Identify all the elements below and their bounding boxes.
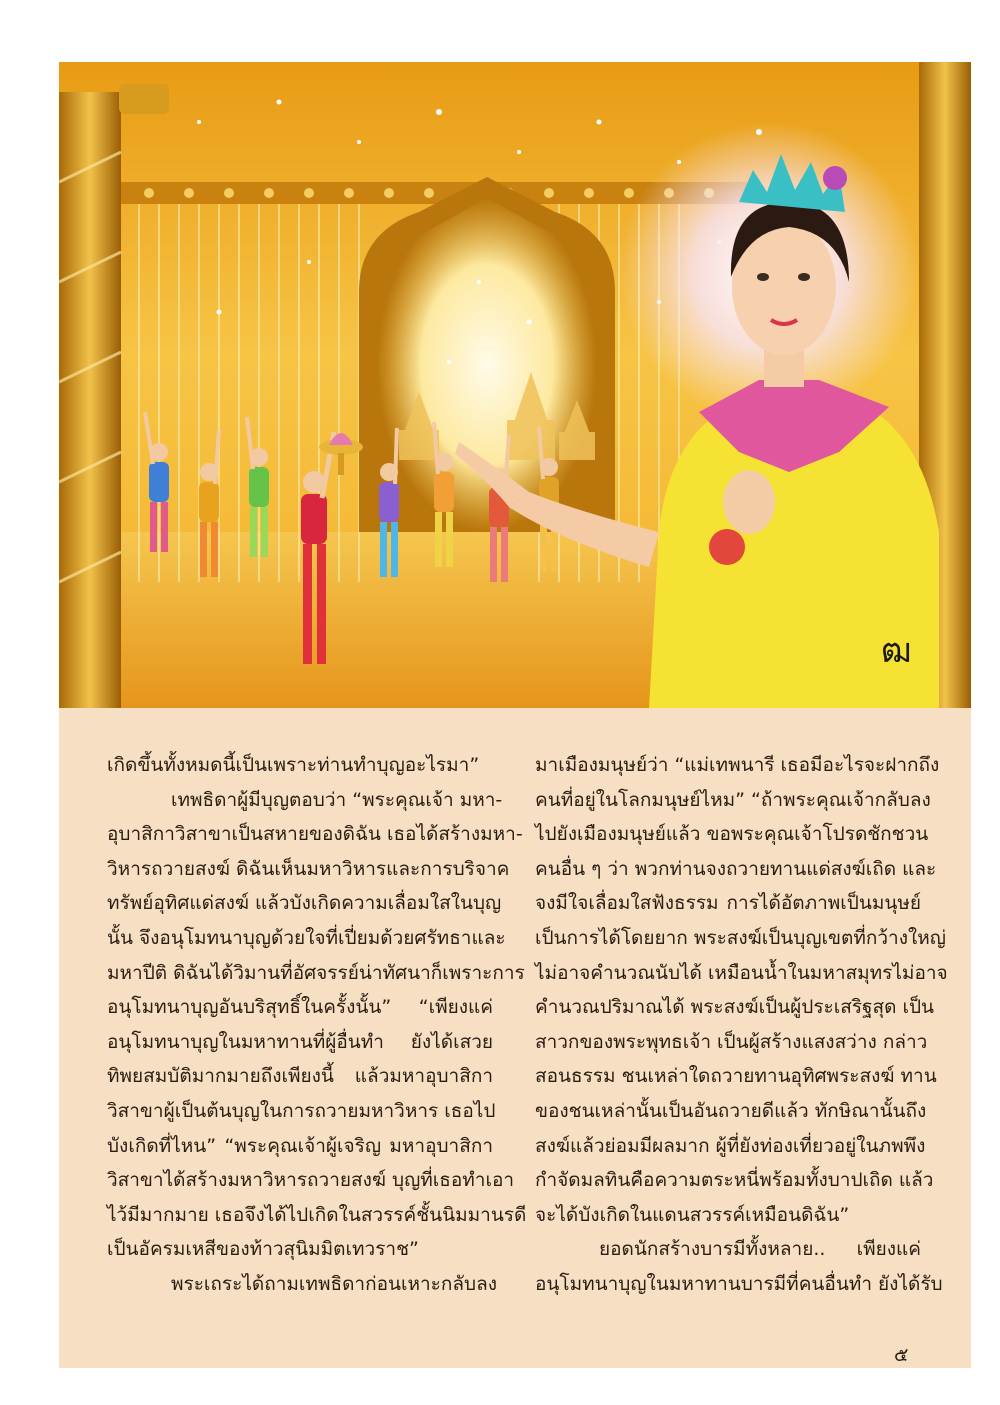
- beam-ornaments: [144, 188, 714, 198]
- text-line: ทรัพย์อุทิศแด่สงฆ์ แล้วบังเกิดความเลื่อมใสในบุญ: [107, 892, 502, 915]
- text-line: คำนวณปริมาณได้ พระสงฆ์เป็นผู้ประเสริฐสุด เป็น: [535, 996, 935, 1019]
- text-line: มหาปีติ ดิฉันได้วิมานที่อัศจรรย์น่าทัศนาก็เพราะการ: [107, 961, 525, 984]
- text-line: วิสาขาผู้เป็นต้นบุญในการถวายมหาวิหาร เธอไป: [107, 1099, 496, 1122]
- text-line: เทพธิดาผู้มีบุญตอบว่า “พระคุณเจ้า มหา-: [171, 788, 503, 811]
- text-line: จะได้บังเกิดในแดนสวรรค์เหมือนดิฉัน”: [535, 1203, 850, 1226]
- chest-hand: [723, 470, 775, 534]
- text-line: สงฆ์แล้วย่อมมีผลมาก ผู้ที่ยังท่องเที่ยวอยู่ในภพพึง: [535, 1134, 926, 1157]
- text-line: คนที่อยู่ในโลกมนุษย์ไหม” “ถ้าพระคุณเจ้ากลับลง: [535, 788, 931, 811]
- text-line: กำจัดมลทินคือความตระหนี่พร้อมทั้งบาปเถิด แล้ว: [535, 1169, 934, 1192]
- text-line: ยอดนักสร้างบารมีทั้งหลาย.. เพียงแค่: [599, 1238, 921, 1261]
- left-golden-pillar: [59, 92, 121, 708]
- text-line: เกิดขึ้นทั้งหมดนี้เป็นเพราะท่านทำบุญอะไรมา”: [107, 754, 480, 776]
- text-line: วิหารถวายสงฆ์ ดิฉันเห็นมหาวิหารและการบริจาค: [107, 857, 510, 880]
- text-line: อุบาสิกาวิสาขาเป็นสหายของดิฉัน เธอได้สร้างมหา-: [107, 823, 523, 846]
- text-line: พระเถระได้ถามเทพธิดาก่อนเหาะกลับลง: [171, 1272, 498, 1295]
- text-line: จงมีใจเลื่อมใสฟังธรรม การได้อัตภาพเป็นมนุษย์: [535, 892, 921, 915]
- artist-signature: ฒ: [881, 631, 912, 671]
- text-line: คนอื่น ๆ ว่า พวกท่านจงถวายทานแด่สงฆ์เถิด และ: [535, 857, 937, 880]
- text-line: เป็นการได้โดยยาก พระสงฆ์เป็นบุญเขตที่กว้างใหญ่: [535, 926, 946, 949]
- right-text-column: [535, 748, 948, 1302]
- text-line: มาเมืองมนุษย์ว่า “แม่เทพนารี เธอมีอะไรจะฝากถึง: [535, 754, 940, 776]
- text-line: อนุโมทนาบุญในมหาทานบารมีที่คนอื่นทำ ยังได้รับ: [535, 1272, 943, 1295]
- text-line: บังเกิดที่ไหน” “พระคุณเจ้าผู้เจริญ มหาอุบาสิกา: [107, 1134, 493, 1157]
- text-line: ไว้มีมากมาย เธอจึงได้ไปเกิดในสวรรค์ชั้นนิมมานรดี: [107, 1203, 527, 1226]
- text-line: สาวกของพระพุทธเจ้า เป็นผู้สร้างแสงสว่าง กล่าว: [535, 1030, 928, 1053]
- text-line: วิสาขาได้สร้างมหาวิหารถวายสงฆ์ บุญที่เธอทำเอา: [107, 1169, 515, 1192]
- text-line: อนุโมทนาบุญอันบริสุทธิ์ในครั้งนั้น” “เพียงแค่: [107, 996, 493, 1019]
- text-line: ทิพยสมบัติมากมายถึงเพียงนี้ แล้วมหาอุบาสิกา: [107, 1065, 493, 1088]
- text-line: ของชนเหล่านั้นเป็นอันถวายดีแล้ว ทักษิณานั้นถึง: [535, 1099, 927, 1122]
- celestial-palace-illustration: [59, 62, 971, 708]
- left-text-column: [107, 748, 527, 1302]
- text-line: อนุโมทนาบุญในมหาทานที่ผู้อื่นทำ ยังได้เสวย: [107, 1030, 493, 1053]
- text-line: เป็นอัครมเหสีของท้าวสุนิมมิตเทวราช”: [107, 1238, 419, 1261]
- text-line: ไปยังเมืองมนุษย์แล้ว ขอพระคุณเจ้าโปรดชักชวน: [535, 823, 929, 846]
- text-line: ไม่อาจคำนวณนับได้ เหมือนน้ำในมหาสมุทรไม่อาจ: [535, 961, 948, 984]
- page-number: ๕: [894, 1344, 909, 1366]
- text-line: นั้น จึงอนุโมทนาบุญด้วยใจที่เปี่ยมด้วยศรัทธาและ: [107, 926, 506, 949]
- text-line: สอนธรรม ชนเหล่าใดถวายทานอุทิศพระสงฆ์ ทาน: [535, 1065, 937, 1088]
